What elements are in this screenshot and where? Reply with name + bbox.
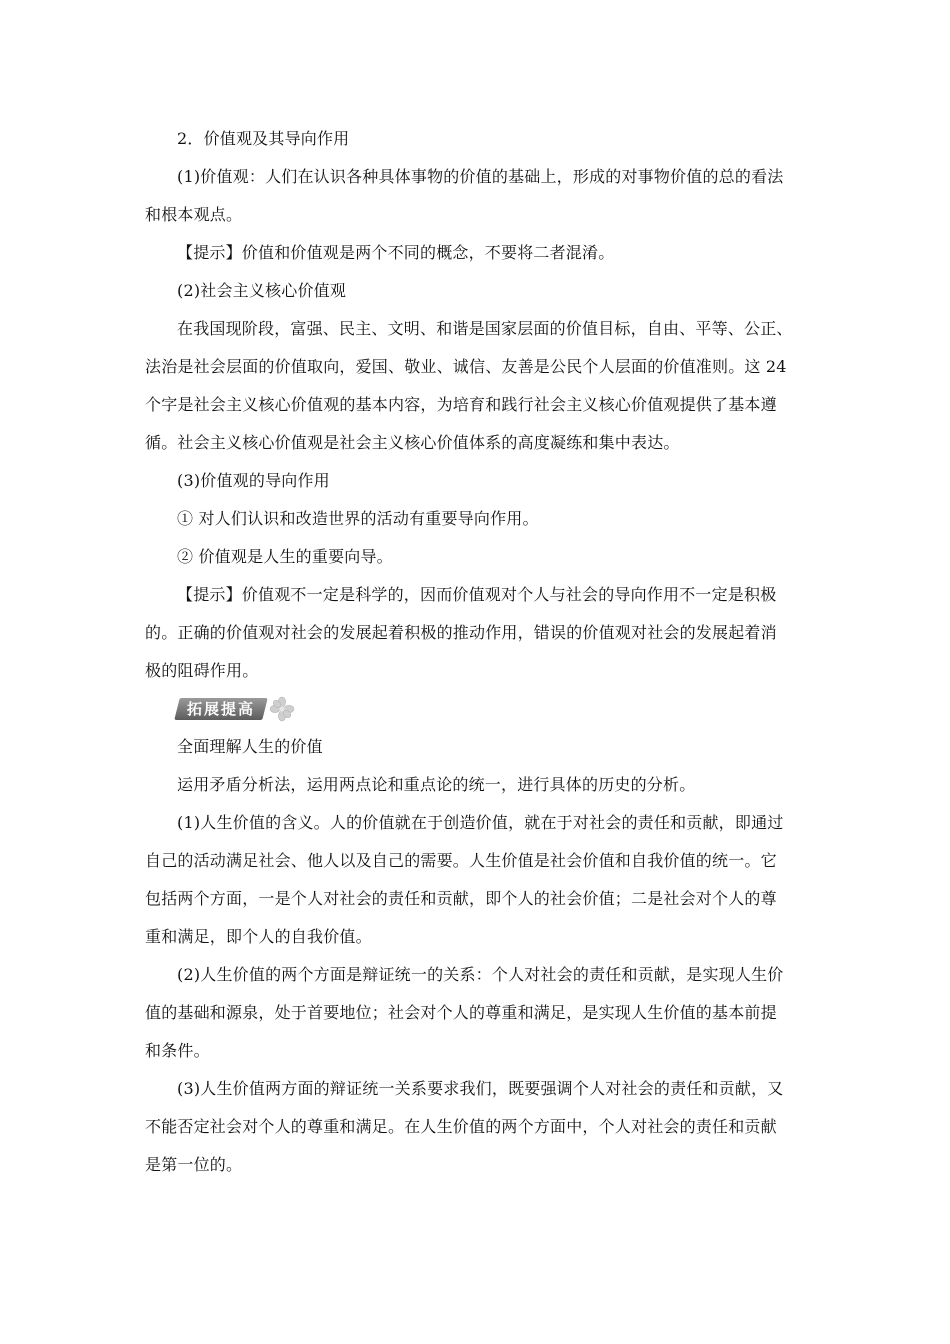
subheading: (2)社会主义核心价值观 — [177, 281, 347, 300]
paragraph-line: 不能否定社会对个人的尊重和满足。在人生价值的两个方面中，个人对社会的责任和贡献 — [145, 1117, 777, 1136]
paragraph-line: (1)人生价值的含义。人的价值就在于创造价值，就在于对社会的责任和贡献，即通过 — [177, 813, 784, 832]
paragraph-line: 的。正确的价值观对社会的发展起着积极的推动作用，错误的价值观对社会的发展起着消 — [145, 623, 777, 642]
paragraph-line: 包括两个方面，一是个人对社会的责任和贡献，即个人的社会价值；二是社会对个人的尊 — [145, 889, 777, 908]
list-item: ② 价值观是人生的重要向导。 — [177, 547, 393, 566]
paragraph-line: 个字是社会主义核心价值观的基本内容，为培育和践行社会主义核心价值观提供了基本遵 — [145, 395, 777, 414]
paragraph-line: 循。社会主义核心价值观是社会主义核心价值体系的高度凝练和集中表达。 — [145, 433, 680, 452]
paragraph-line: 极的阻碍作用。 — [145, 661, 259, 680]
subheading: 全面理解人生的价值 — [177, 737, 323, 756]
document-body — [145, 120, 809, 1184]
paragraph-line: 和根本观点。 — [145, 205, 243, 224]
section-badge: 拓展提高 — [174, 698, 268, 720]
paragraph-line: 值的基础和源泉，处于首要地位；社会对个人的尊重和满足，是实现人生价值的基本前提 — [145, 1003, 777, 1022]
tip-line: 【提示】价值观不一定是科学的，因而价值观对个人与社会的导向作用不一定是积极 — [177, 585, 777, 604]
paragraph-line: 在我国现阶段，富强、民主、文明、和谐是国家层面的价值目标，自由、平等、公正、 — [177, 319, 793, 338]
flower-icon — [269, 696, 295, 722]
paragraph-line: (2)人生价值的两个方面是辩证统一的关系：个人对社会的责任和贡献，是实现人生价 — [177, 965, 784, 984]
paragraph-line: (3)人生价值两方面的辩证统一关系要求我们，既要强调个人对社会的责任和贡献，又 — [177, 1079, 784, 1098]
paragraph-line: 和条件。 — [145, 1041, 210, 1060]
paragraph-line: (1)价值观：人们在认识各种具体事物的价值的基础上，形成的对事物价值的总的看法 — [177, 167, 784, 186]
paragraph-line: 重和满足，即个人的自我价值。 — [145, 927, 372, 946]
paragraph-line: 法治是社会层面的价值取向，爱国、敬业、诚信、友善是公民个人层面的价值准则。这 24 — [145, 357, 787, 376]
section-heading: 2．价值观及其导向作用 — [177, 129, 350, 148]
list-item: ① 对人们认识和改造世界的活动有重要导向作用。 — [177, 509, 539, 528]
tip-line: 【提示】价值和价值观是两个不同的概念，不要将二者混淆。 — [177, 243, 615, 262]
section-badge-row — [145, 690, 809, 728]
subheading: (3)价值观的导向作用 — [177, 471, 330, 490]
paragraph-line: 自己的活动满足社会、他人以及自己的需要。人生价值是社会价值和自我价值的统一。它 — [145, 851, 777, 870]
paragraph-line: 是第一位的。 — [145, 1155, 243, 1174]
paragraph-line: 运用矛盾分析法，运用两点论和重点论的统一，进行具体的历史的分析。 — [177, 775, 696, 794]
